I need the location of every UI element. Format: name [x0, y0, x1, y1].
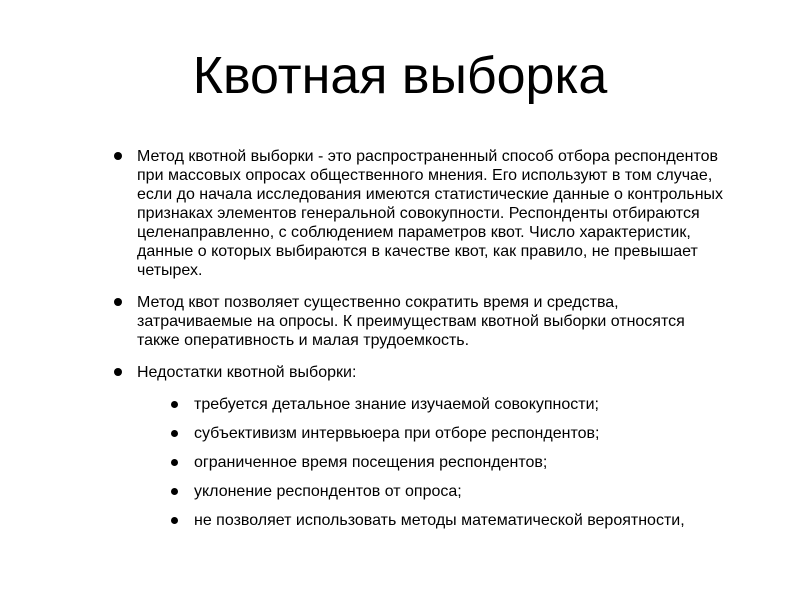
bullet-text: уклонение респондентов от опроса;: [194, 483, 462, 501]
list-item: [170, 482, 714, 501]
list-item: [113, 293, 729, 350]
list-item: [170, 395, 714, 414]
list-item: [113, 147, 729, 280]
list-item: [170, 424, 714, 443]
list-item: [170, 511, 714, 530]
bullet-dot-icon: [171, 488, 178, 495]
bullet-dot-icon: [114, 298, 122, 306]
slide-title: Квотная выборка: [192, 47, 608, 105]
bullet-text: не позволяет использовать методы математической вероятности,: [194, 512, 685, 530]
bullet-text: Метод квотной выборки - это распространенный способ отбора респондентов при массовых опросах общественного мнения. Его используют в том случае, если до начала исследования имеются статистические данные о контрольных признаках элементов генеральной совокупности. Респонденты отбираются целенаправленно, с соблюдением параметров квот. Число характеристик, данные о которых выбираются в качестве квот, как правило, не превышает четырех.: [137, 148, 724, 280]
list-item: [170, 453, 714, 472]
bullet-text: Метод квот позволяет существенно сократить время и средства, затрачиваемые на опросы. К преимуществам квотной выборки относятся также оперативность и малая трудоемкость.: [137, 294, 685, 350]
list-item: [113, 363, 729, 382]
bullet-list: [0, 147, 800, 530]
bullet-dot-icon: [114, 368, 122, 376]
bullet-dot-icon: [171, 459, 178, 466]
bullet-dot-icon: [171, 430, 178, 437]
bullet-dot-icon: [171, 517, 178, 524]
bullet-dot-icon: [114, 152, 122, 160]
bullet-text: ограниченное время посещения респондентов;: [194, 454, 548, 472]
bullet-text: субъективизм интервьюера при отборе респондентов;: [194, 425, 600, 443]
bullet-text: Недостатки квотной выборки:: [137, 364, 357, 382]
bullet-dot-icon: [171, 401, 178, 408]
bullet-text: требуется детальное знание изучаемой совокупности;: [194, 396, 599, 414]
